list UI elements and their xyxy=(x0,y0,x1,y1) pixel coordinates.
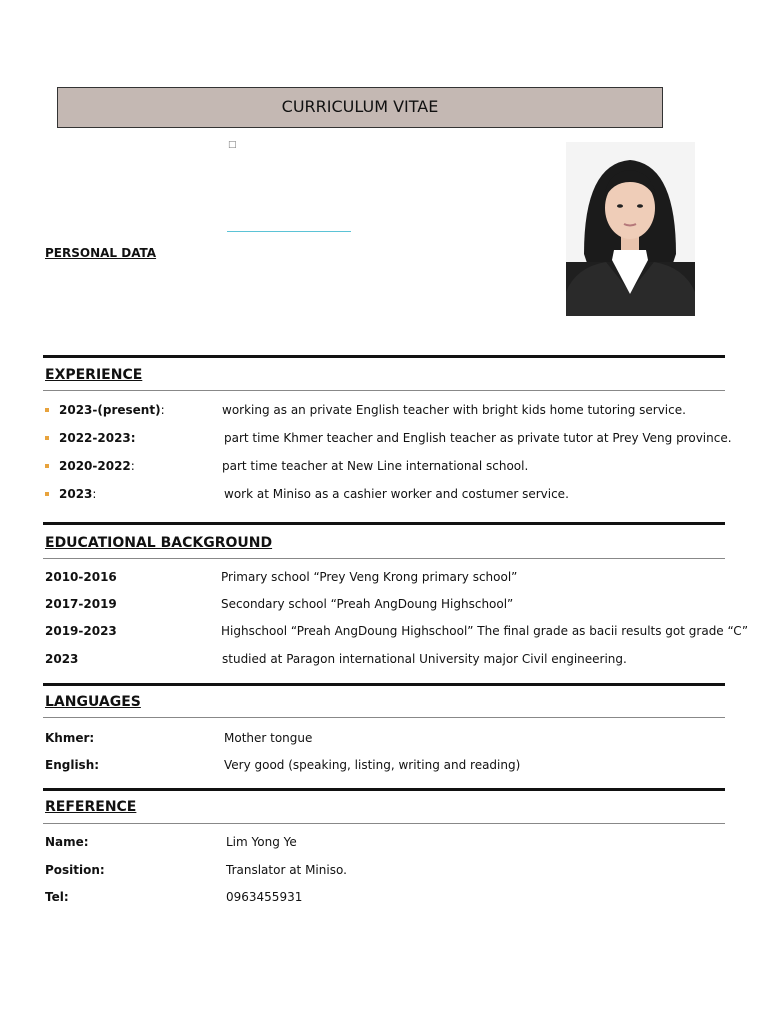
experience-desc: working as an private English teacher with bright kids home tutoring service. xyxy=(222,403,686,417)
experience-desc: work at Miniso as a cashier worker and costumer service. xyxy=(224,487,569,501)
bullet-icon xyxy=(45,408,49,412)
language-name: Khmer: xyxy=(45,731,95,745)
section-underline xyxy=(43,558,725,559)
reference-position: Translator at Miniso. xyxy=(226,863,347,877)
education-years: 2023 xyxy=(45,652,79,666)
cv-title: CURRICULUM VITAE xyxy=(57,87,663,128)
reference-field-label: Tel: xyxy=(45,890,69,904)
reference-field-label: Name: xyxy=(45,835,89,849)
reference-tel: 0963455931 xyxy=(226,890,303,904)
section-divider xyxy=(43,683,725,686)
profile-photo xyxy=(566,142,695,316)
experience-date: 2023-(present): xyxy=(59,403,165,417)
bullet-icon xyxy=(45,464,49,468)
experience-desc: part time Khmer teacher and English teacher as private tutor at Prey Veng province. xyxy=(224,431,732,445)
experience-heading: EXPERIENCE xyxy=(45,367,143,383)
education-desc: studied at Paragon international University major Civil engineering. xyxy=(222,652,627,666)
languages-heading: LANGUAGES xyxy=(45,694,141,710)
bullet-icon xyxy=(45,436,49,440)
reference-name: Lim Yong Ye xyxy=(226,835,297,849)
section-underline xyxy=(43,390,725,391)
section-divider xyxy=(43,355,725,358)
education-heading: EDUCATIONAL BACKGROUND xyxy=(45,535,273,551)
section-divider xyxy=(43,522,725,525)
education-desc: Highschool “Preah AngDoung Highschool” The final grade as bacii results got grade “C” xyxy=(221,624,749,638)
experience-date: 2020-2022: xyxy=(59,459,135,473)
education-years: 2017-2019 xyxy=(45,597,117,611)
education-years: 2019-2023 xyxy=(45,624,117,638)
language-level: Very good (speaking, listing, writing and reading) xyxy=(224,758,521,772)
language-name: English: xyxy=(45,758,100,772)
experience-date: 2022-2023: xyxy=(59,431,136,445)
section-divider xyxy=(43,788,725,791)
section-underline xyxy=(43,823,725,824)
education-years: 2010-2016 xyxy=(45,570,117,584)
experience-desc: part time teacher at New Line international school. xyxy=(222,459,529,473)
language-level: Mother tongue xyxy=(224,731,313,745)
bullet-icon xyxy=(45,492,49,496)
experience-date: 2023: xyxy=(59,487,97,501)
education-desc: Secondary school “Preah AngDoung Highschool” xyxy=(221,597,514,611)
placeholder-glyph: □ xyxy=(228,140,237,150)
reference-field-label: Position: xyxy=(45,863,105,877)
personal-data-heading: PERSONAL DATA xyxy=(45,246,157,260)
section-underline xyxy=(43,717,725,718)
email-link[interactable] xyxy=(227,231,351,232)
education-desc: Primary school “Prey Veng Krong primary school” xyxy=(221,570,518,584)
reference-heading: REFERENCE xyxy=(45,799,137,815)
